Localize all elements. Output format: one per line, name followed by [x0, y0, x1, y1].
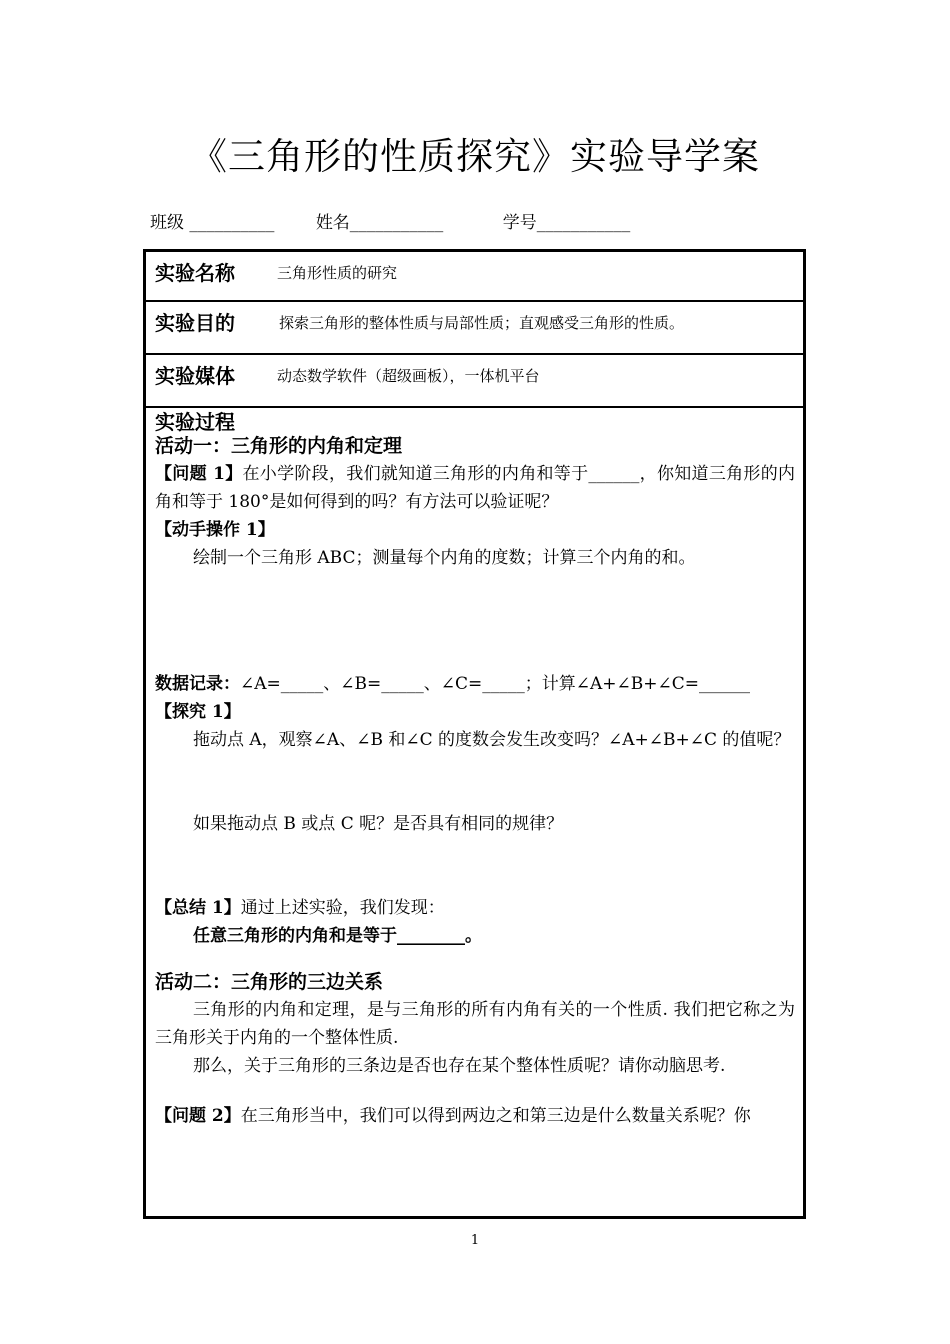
process-heading: 实验过程: [155, 410, 235, 434]
summary1: [155, 894, 795, 922]
explore1-followup: 如果拖动点 B 或点 C 呢？是否具有相同的规律？: [193, 814, 564, 834]
experiment-process: [155, 408, 795, 1216]
question2-text: 在三角形当中，我们可以得到两边之和第三边是什么数量关系呢？你: [240, 1106, 751, 1126]
summary1-text: 通过上述实验，我们发现：: [240, 898, 445, 918]
question2-label: 【问题 2】: [155, 1106, 241, 1126]
document-title: 《三角形的性质探究》实验导学案: [190, 135, 760, 178]
row-experiment-purpose: [146, 302, 803, 355]
activity2-para2: 那么，关于三角形的三条边是否也存在某个整体性质呢？请你动脑思考.: [193, 1056, 726, 1076]
activity1-heading: 活动一：三角形的内角和定理: [155, 435, 403, 457]
explore1-text: 拖动点 A，观察∠A、∠B 和∠C 的度数会发生改变吗？∠A+∠B+∠C 的值呢？: [193, 730, 791, 750]
question1-text: 在小学阶段，我们就知道三角形的内角和等于______，你知道三角形的内角和等于 180°是如何得到的吗？有方法可以验证呢？: [155, 464, 796, 512]
row-experiment-name: [146, 252, 803, 302]
summary1-conclusion: 任意三角形的内角和是等于________。: [193, 926, 482, 946]
row-value: 动态数学软件（超级画板），一体机平台: [277, 367, 540, 385]
row-label: 实验名称: [155, 261, 235, 285]
student-number-field: 学号___________: [502, 213, 631, 233]
row-experiment-media: [146, 355, 803, 408]
question1-label: 【问题 1】: [155, 464, 243, 484]
explore1-label: 【探究 1】: [155, 702, 241, 722]
row-value: 三角形性质的研究: [277, 264, 398, 282]
class-field: 班级 __________: [150, 213, 275, 233]
data-record-label: 数据记录：: [155, 674, 240, 694]
operation1-label: 【动手操作 1】: [155, 520, 275, 540]
row-value: 探索三角形的整体性质与局部性质；直观感受三角形的性质。: [279, 314, 685, 332]
question2: [155, 1102, 795, 1130]
name-field: 姓名___________: [315, 213, 444, 233]
page-number: 1: [470, 1233, 480, 1248]
question1: [155, 460, 795, 516]
data-record: [155, 670, 795, 698]
operation1-text: 绘制一个三角形 ABC；测量每个内角的度数；计算三个内角的和。: [193, 548, 696, 568]
student-info-line: [150, 208, 630, 233]
summary1-label: 【总结 1】: [155, 898, 241, 918]
activity2-para1: 三角形的内角和定理，是与三角形的所有内角有关的一个性质. 我们把它称之为三角形关于内角的一个整体性质.: [155, 1000, 795, 1048]
row-label: 实验媒体: [155, 364, 235, 388]
activity2-heading: 活动二：三角形的三边关系: [155, 971, 384, 993]
row-label: 实验目的: [155, 311, 235, 335]
data-record-text: ∠A=_____、∠B=_____、∠C=_____；计算∠A+∠B+∠C=______: [240, 674, 750, 694]
worksheet-table: [143, 249, 806, 1219]
